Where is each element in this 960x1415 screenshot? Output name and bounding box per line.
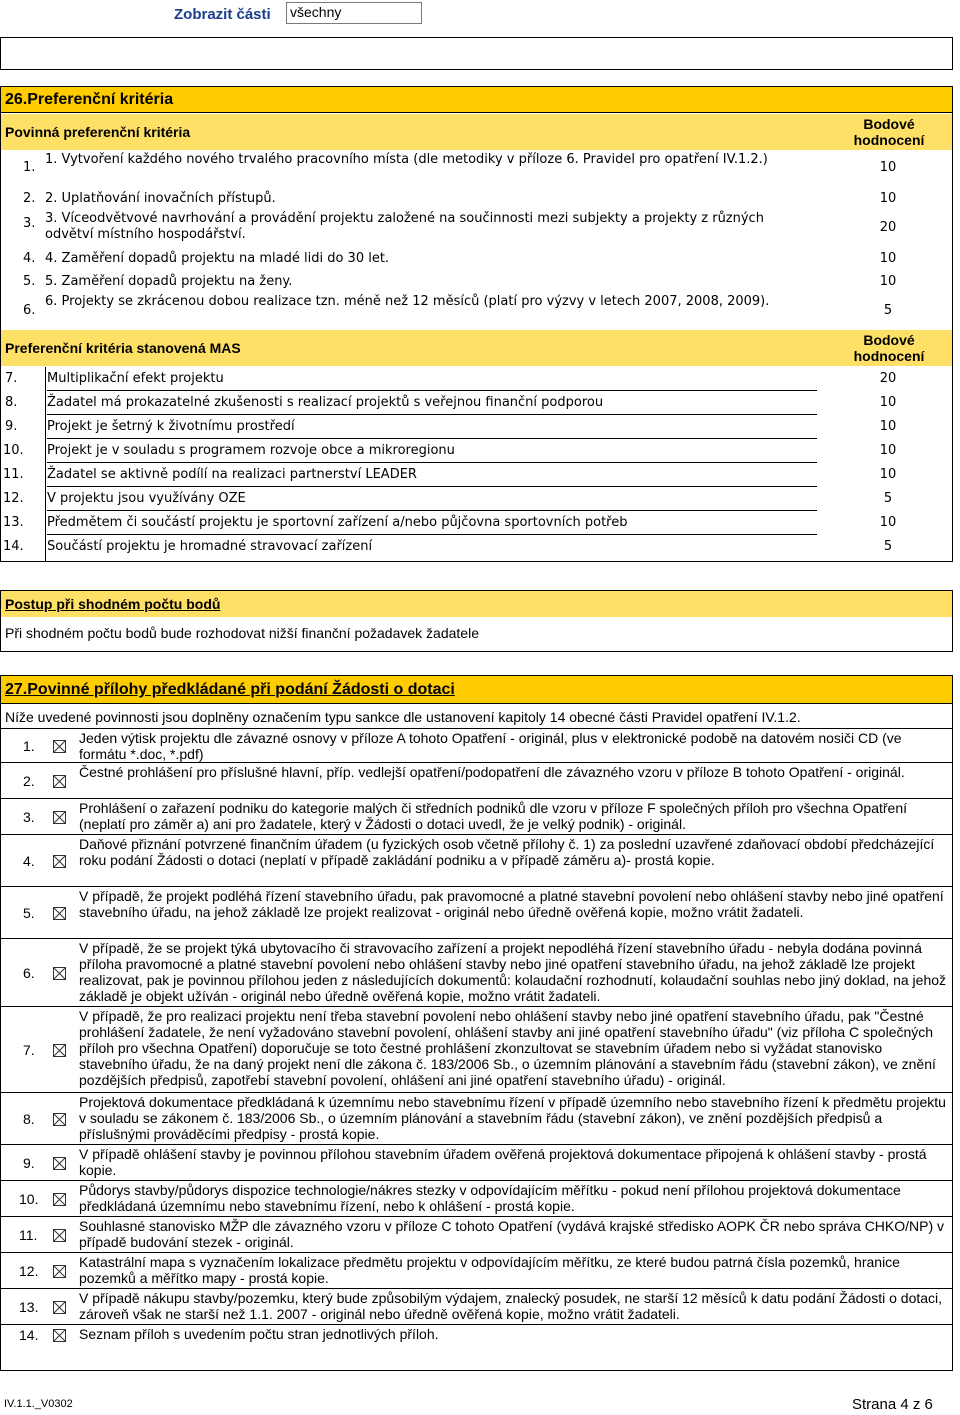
checked-checkbox-icon[interactable] (53, 1329, 66, 1342)
attachment-number: 5. (23, 905, 35, 921)
attachment-number: 12. (19, 1263, 39, 1279)
empty-box (0, 37, 953, 70)
attachment-number: 9. (23, 1155, 35, 1171)
attachment-row (1, 1324, 952, 1344)
criteria-row: 10. Projekt je v souladu s programem rozvoje obce a mikroregionu 10 (1, 439, 952, 463)
tie-break-title: Postup při shodném počtu bodů (1, 591, 952, 617)
attachment-text: Jeden výtisk projektu dle závazné osnovy v příloze A tohoto Opatření - originál, plus v elektronické podobě na datovém nosiči CD (ve formátu *.doc, *.pdf) (79, 730, 902, 762)
criteria-row: 5. 5. Zaměření dopadů projektu na ženy. 10 (23, 274, 897, 289)
section-27-title: 27.Povinné přílohy předkládané při podání Žádosti o dotaci (1, 676, 952, 704)
attachment-text: V případě, že se projekt týká ubytovacího či stravovacího zařízení a projekt nepodléhá řízení stavebního úřadu - nebyla dodána povinná příloha pravomocné a platné stavební povolení nebo ohlášení stavby nebo jiné opatření stavebního úřadu, na jehož základě lze projekt realizovat, pak je povinnou přílohou jeden z následujících dokumentů: kolaudační rozhodnutí, kolaudační souhlas nebo jiný doklad, na jehož základě je objekt užíván - originál nebo úředně ověřená kopie, možno vrátit žadateli. (79, 940, 947, 1004)
checked-checkbox-icon[interactable] (53, 1157, 66, 1170)
checked-checkbox-icon[interactable] (53, 967, 66, 980)
mas-header (1, 330, 952, 366)
attachment-number: 14. (19, 1327, 39, 1343)
attachment-row (1, 886, 952, 938)
checked-checkbox-icon[interactable] (53, 740, 66, 753)
attachment-text: Katastrální mapa s vyznačením lokalizace předmětu projektu v odpovídajícím měřítku, ze které budou patrná čísla pozemků, hranice pozemků a měřítko mapy - prostá kopie. (79, 1254, 900, 1286)
checked-checkbox-icon[interactable] (53, 1044, 66, 1057)
checked-checkbox-icon[interactable] (53, 907, 66, 920)
criteria-row: 2. 2. Uplatňování inovačních přístupů. 10 (23, 191, 897, 206)
attachment-text: V případě, že projekt podléhá řízení stavebního úřadu, pak pravomocné a platné stavební povolení nebo ohlášení stavby nebo jiné opatření stavebního úřadu, na jehož základě lze projekt realizovat - originál nebo úředně ověřená kopie, možno vrátit žadateli. (79, 888, 944, 920)
attachment-row (1, 762, 952, 798)
attachment-text: Prohlášení o zařazení podniku do kategorie malých či středních podniků dle vzoru v příloze F společných příloh pro všechna Opatření (neplatí pro záměr a) ani pro žadatele, který v Žádosti o dotaci uvedl, že je velký podnik) - originál. (79, 800, 908, 832)
attachment-number: 11. (19, 1227, 38, 1243)
page-number: Strana 4 z 6 (852, 1396, 933, 1413)
mas-title: Preferenční kritéria stanovená MAS (5, 340, 241, 356)
attachment-number: 6. (23, 965, 35, 981)
criteria-row: 12. V projektu jsou využívány OZE 5 (1, 487, 952, 511)
footer-code: IV.1.1._V0302 (4, 1398, 73, 1410)
attachment-text: Seznam příloh s uvedením počtu stran jednotlivých příloh. (79, 1326, 439, 1342)
attachment-row (1, 938, 952, 1006)
checked-checkbox-icon[interactable] (53, 1265, 66, 1278)
attachment-text: V případě ohlášení stavby je povinnou přílohou stavebním úřadem ověřená projektová dokumentace připojená k ohlášení stavby - prostá kopie. (79, 1146, 927, 1178)
attachment-row (1, 728, 952, 762)
attachment-number: 2. (23, 773, 35, 789)
mandatory-header (1, 114, 952, 150)
attachment-row (1, 1006, 952, 1092)
criteria-row: 11. Žadatel se aktivně podílí na realizaci partnerství LEADER 10 (1, 463, 952, 487)
criteria-row: 6. 6. Projekty se zkrácenou dobou realizace tzn. méně než 12 měsíců (platí pro výzvy v letech 2007, 2008, 2009). 5 (23, 294, 893, 318)
criteria-row: 9. Projekt je šetrný k životnímu prostředí 10 (1, 415, 952, 439)
attachment-text: Souhlasné stanovisko MŽP dle závazného vzoru v příloze C tohoto Opatření (vydává krajské středisko AOPK ČR nebo správa CHKO/NP) v případě budování stezek - originál. (79, 1218, 945, 1250)
attachment-row (1, 1180, 952, 1216)
checked-checkbox-icon[interactable] (53, 1229, 66, 1242)
attachment-row (1, 1216, 952, 1252)
preferential-criteria-section (0, 86, 953, 562)
mandatory-attachments-section (0, 675, 953, 1371)
criteria-row: 7. Multiplikační efekt projektu 20 (1, 367, 952, 391)
attachment-row (1, 1288, 952, 1324)
attachment-number: 10. (19, 1191, 39, 1207)
checked-checkbox-icon[interactable] (53, 1113, 66, 1126)
attachment-number: 7. (23, 1042, 35, 1058)
attachment-text: Projektová dokumentace předkládaná k územnímu nebo stavebnímu řízení v případě územního nebo stavebního řízení k předmětu projektu v souladu se zákonem č. 183/2006 Sb., o územním plánování a stavebním řádu (stavební zákon), ve znění pozdějších předpisů a příslušnými prováděcími předpisy - prostá kopie. (79, 1094, 946, 1142)
attachment-number: 8. (23, 1111, 35, 1127)
points-header: Bodové hodnocení (853, 116, 925, 148)
checked-checkbox-icon[interactable] (53, 1193, 66, 1206)
criteria-row: 8. Žadatel má prokazatelné zkušenosti s realizací projektů s veřejnou finanční podporou 10 (1, 391, 952, 415)
checked-checkbox-icon[interactable] (53, 811, 66, 824)
attachment-number: 13. (19, 1299, 39, 1315)
criteria-row: 13. Předmětem či součástí projektu je sportovní zařízení a/nebo půjčovna sportovních potřeb 10 (1, 511, 952, 535)
attachment-number: 3. (23, 809, 35, 825)
criteria-row: 1. 1. Vytvoření každého nového trvalého pracovního místa (dle metodiky v příloze 6. Pravidel pro opatření IV.1.2.) 10 (23, 152, 897, 175)
checked-checkbox-icon[interactable] (53, 1301, 66, 1314)
attachment-row (1, 1252, 952, 1288)
criteria-row: 14. Součástí projektu je hromadné stravovací zařízení 5 (3, 539, 893, 554)
attachment-row (1, 1092, 952, 1144)
section-26-title: 26.Preferenční kritéria (1, 87, 952, 113)
tie-break-text: Při shodném počtu bodů bude rozhodovat nižší finanční požadavek žadatele (5, 625, 479, 641)
criteria-row: 3. 3. Víceodvětvové navrhování a provádění projektu založené na součinnosti mezi subjekty a projekty z různých odvětví místního hospodářství. 20 (23, 211, 897, 242)
show-parts-label: Zobrazit části (174, 6, 271, 23)
attachment-number: 4. (23, 853, 35, 869)
criteria-row: 4. 4. Zaměření dopadů projektu na mladé lidi do 30 let. 10 (23, 251, 897, 266)
points-header: Bodové hodnocení (853, 332, 925, 364)
attachment-text: Daňové přiznání potvrzené finančním úřadem (u fyzických osob včetně přílohy č. 1) za poslední uzavřené zdaňovací období předcházející roku podání Žádosti o dotaci (neplatí v případě zakládání podniku a v případě záměru a)- prostá kopie. (79, 836, 935, 868)
show-parts-select[interactable]: všechny (286, 2, 422, 24)
attachment-row (1, 798, 952, 834)
attachment-text: Čestné prohlášení pro příslušné hlavní, příp. vedlejší opatření/podopatření dle závazného vzoru v příloze B tohoto Opatření - originál. (79, 764, 905, 780)
attachments-intro: Níže uvedené povinnosti jsou doplněny označením typu sankce dle ustanovení kapitoly 14 obecné části Pravidel opatření IV.1.2. (5, 709, 801, 725)
attachment-row (1, 834, 952, 886)
checked-checkbox-icon[interactable] (53, 775, 66, 788)
attachment-text: Půdorys stavby/půdorys dispozice technologie/nákres stezky v odpovídajícím měřítku - pokud není přílohou projektová dokumentace předkládaná územnímu nebo stavebnímu řízení, nebo k ohlášení - prostá kopie. (79, 1182, 901, 1214)
attachment-row (1, 1144, 952, 1180)
attachment-number: 1. (23, 738, 35, 754)
checked-checkbox-icon[interactable] (53, 855, 66, 868)
mandatory-title: Povinná preferenční kritéria (5, 124, 191, 140)
tie-break-section (0, 590, 953, 652)
attachment-text: V případě, že pro realizaci projektu není třeba stavební povolení nebo ohlášení stavby nebo jiné opatření stavebního úřadu, pak "Čestné prohlášení žadatele, že není vyžadováno stavební povolení, ohlášení stavby ani jiné opatření stavebního úřadu" (viz příloha C společných příloh pro všechna Opatření) doporučuje se toto čestné prohlášení zkonzultovat se stavebním úřadem nebo si vyžádat stanovisko stavebního úřadu, že na daný projekt není dle zákona č. 183/2006 Sb., o územním plánování a stavebním řádu (stavební zákon), ve znění pozdějších předpisů, zapotřebí stavební povolení, ohlášení ani jiné opatření stavebního úřadu) - originál. (79, 1008, 936, 1088)
attachment-text: V případě nákupu stavby/pozemku, který bude způsobilým výdajem, znalecký posudek, ne starší 12 měsíců k datu podání Žádosti o dotaci, zároveň však ne starší než 1.1. 2007 - originál nebo úředně ověřená kopie, možno vrátit žadateli. (79, 1290, 943, 1322)
